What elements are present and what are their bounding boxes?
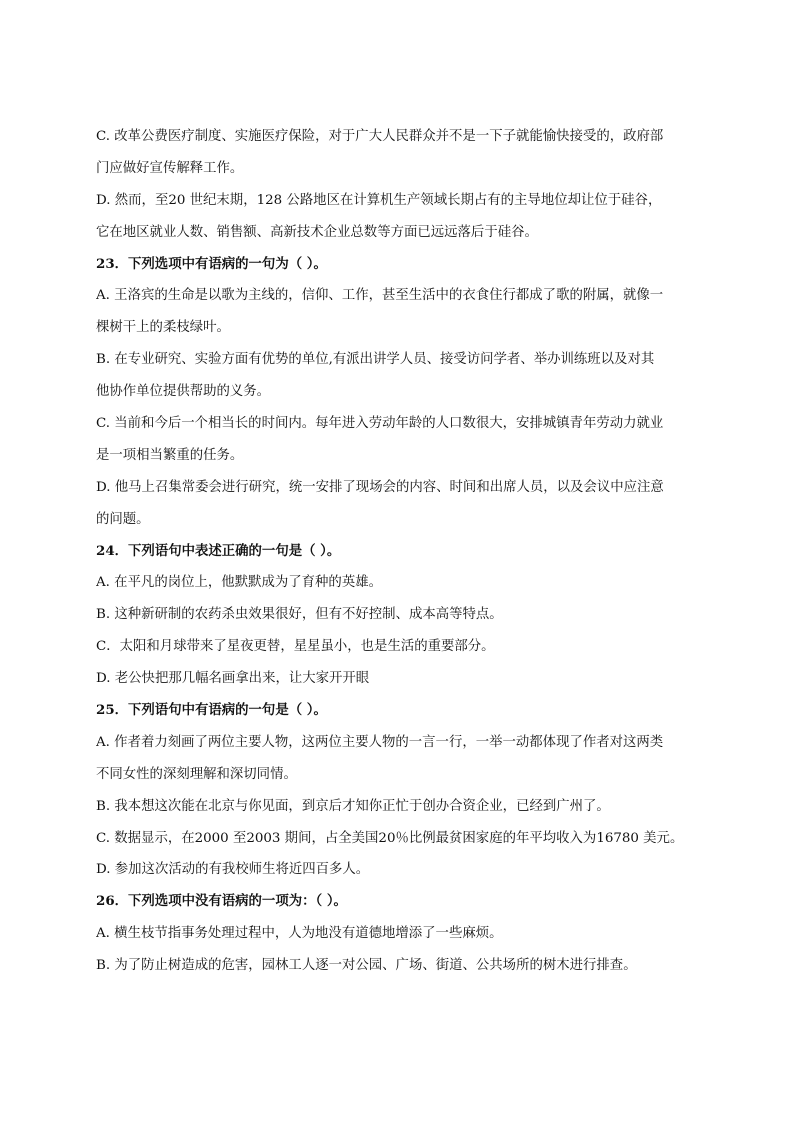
text-line: 它在地区就业人数、销售额、高新技术企业总数等方面已远远落后于硅谷。 [96,224,538,240]
question-heading: 26．下列选项中没有语病的一项为：（ ）。 [96,893,347,910]
text-line: D. 参加这次活动的有我校师生将近四百多人。 [96,862,370,878]
text-line: D. 他马上召集常委会进行研究，统一安排了现场会的内容、时间和出席人员，以及会议中应注意 [96,479,664,495]
text-line: C. 当前和今后一个相当长的时间内。每年进入劳动年龄的人口数很大，安排城镇青年劳动力就业 [96,416,664,432]
text-line: 棵树干上的柔枝绿叶。 [96,320,230,336]
text-line: A. 横生枝节指事务处理过程中，人为地没有道德地增添了一些麻烦。 [96,926,503,942]
text-line: A. 在平凡的岗位上，他默默成为了育种的英雄。 [96,575,382,591]
text-line: A. 作者着力刻画了两位主要人物，这两位主要人物的一言一行，一举一动都体现了作者对这两类 [96,734,664,750]
text-line: 是一项相当繁重的任务。 [96,447,244,463]
question-heading: 23．下列选项中有语病的一句为（ ）。 [96,255,327,272]
text-line: 不同女性的深刻理解和深切同情。 [96,766,297,782]
text-line: C. 改革公费医疗制度、实施医疗保险，对于广大人民群众并不是一下子就能愉快接受的，政府部 [96,129,664,144]
text-line: 他协作单位提供帮助的义务。 [96,384,271,400]
question-heading: 25．下列语句中有语病的一句是（ ）。 [96,702,327,719]
text-line: B. 这种新研制的农药杀虫效果很好，但有不好控制、成本高等特点。 [96,607,503,623]
text-line: A. 王洛宾的生命是以歌为主线的，信仰、工作，甚至生活中的衣食住行都成了歌的附属，就像一 [96,288,664,304]
text-line: B. 在专业研究、实验方面有优势的单位,有派出讲学人员、接受访问学者、举办训练班以及对其 [96,352,655,368]
question-list [96,121,700,982]
text-line: C. 数据显示，在2000 至2003 期间，占全美国20％比例最贫困家庭的年平均收入为16780 美元。 [96,830,684,846]
text-line: 门应做好宣传解释工作。 [96,160,244,176]
question-heading: 24．下列语句中表述正确的一句是（ ）。 [96,542,341,559]
text-line: B. 我本想这次能在北京与你见面，到京后才知你正忙于创办合资企业，已经到广州了。 [96,798,610,814]
text-line: D. 老公快把那几幅名画拿出来，让大家开开眼 [96,671,370,687]
text-line: B. 为了防止树造成的危害，园林工人逐一对公园、广场、街道、公共场所的树木进行排查。 [96,958,637,974]
text-line: C．太阳和月球带来了星夜更替，星星虽小，也是生活的重要部分。 [96,639,495,655]
text-line: D. 然而，至20 世纪末期，128 公路地区在计算机生产领域长期占有的主导地位却让位于硅谷， [96,192,662,208]
text-line: 的问题。 [96,511,150,527]
